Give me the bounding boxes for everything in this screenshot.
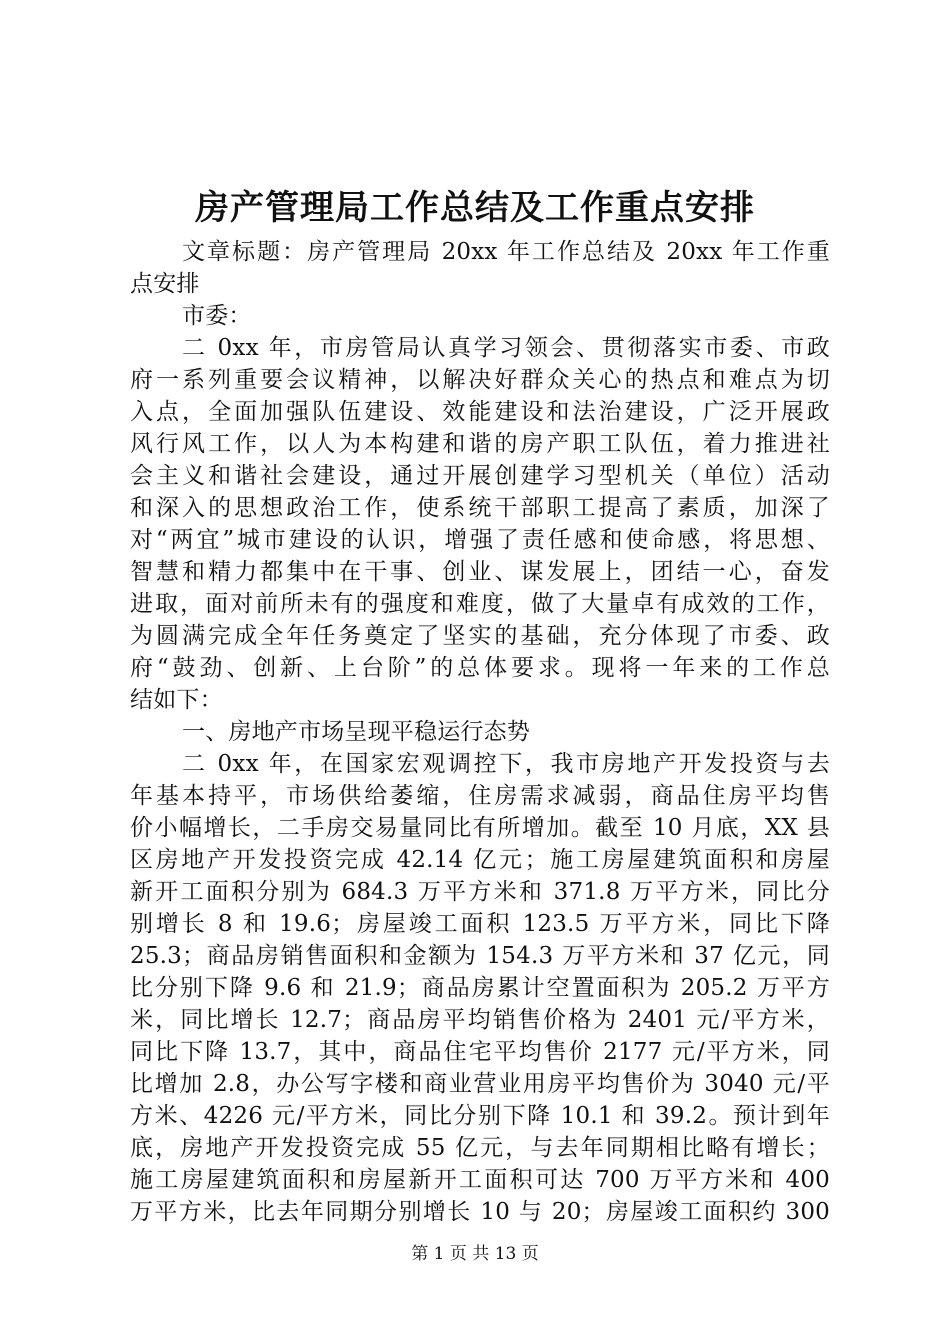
text-line: 万平方米，比去年同期分别增长 10 与 20；房屋竣工面积约 300: [130, 1199, 830, 1225]
text-line: 新开工面积分别为 684.3 万平方米和 371.8 万平方米，同比分: [130, 879, 830, 905]
text-line: 市委：: [182, 303, 252, 329]
text-line: 对“两宜”城市建设的认识，增强了责任感和使命感，将思想、: [130, 527, 830, 553]
text-line: 府“鼓劲、创新、上台阶”的总体要求。现将一年来的工作总: [130, 655, 830, 681]
text-line: 底，房地产开发投资完成 55 亿元，与去年同期相比略有增长；: [130, 1135, 830, 1161]
text-line: 年基本持平，市场供给萎缩，住房需求减弱，商品住房平均售: [130, 783, 830, 809]
text-line: 文章标题：房产管理局 20xx 年工作总结及 20xx 年工作重: [182, 239, 830, 265]
text-line: 风行风工作，以人为本构建和谐的房产职工队伍，着力推进社: [130, 431, 830, 457]
section-heading: 一、房地产市场呈现平稳运行态势: [182, 719, 530, 745]
text-line: 比增加 2.8，办公写字楼和商业营业用房平均售价为 3040 元/平: [130, 1071, 830, 1097]
page-number-footer: 第 1 页 共 13 页: [411, 1244, 539, 1264]
text-line: 25.3；商品房销售面积和金额为 154.3 万平方米和 37 亿元，同: [130, 943, 830, 969]
text-line: 二 0xx 年，市房管局认真学习领会、贯彻落实市委、市政: [182, 335, 830, 361]
document-title: 房产管理局工作总结及工作重点安排: [195, 188, 755, 228]
text-line: 米，同比增长 12.7；商品房平均销售价格为 2401 元/平方米，: [130, 1007, 830, 1033]
text-line: 入点，全面加强队伍建设、效能建设和法治建设，广泛开展政: [130, 399, 830, 425]
text-line: 进取，面对前所未有的强度和难度，做了大量卓有成效的工作，: [130, 591, 830, 617]
text-line: 二 0xx 年，在国家宏观调控下，我市房地产开发投资与去: [182, 751, 830, 777]
text-line: 别增长 8 和 19.6；房屋竣工面积 123.5 万平方米，同比下降: [130, 911, 830, 937]
text-line: 价小幅增长，二手房交易量同比有所增加。截至 10 月底，XX 县: [130, 815, 830, 841]
text-line: 区房地产开发投资完成 42.14 亿元；施工房屋建筑面积和房屋: [130, 847, 830, 873]
text-line: 智慧和精力都集中在干事、创业、谋发展上，团结一心，奋发: [130, 559, 830, 585]
text-line: 为圆满完成全年任务奠定了坚实的基础，充分体现了市委、政: [130, 623, 830, 649]
text-line: 点安排: [130, 271, 200, 297]
text-line: 施工房屋建筑面积和房屋新开工面积可达 700 万平方米和 400: [130, 1167, 830, 1193]
text-line: 和深入的思想政治工作，使系统干部职工提高了素质，加深了: [130, 495, 830, 521]
text-line: 结如下：: [130, 687, 223, 713]
text-line: 比分别下降 9.6 和 21.9；商品房累计空置面积为 205.2 万平方: [130, 975, 830, 1001]
text-line: 方米、4226 元/平方米，同比分别下降 10.1 和 39.2。预计到年: [130, 1103, 830, 1129]
text-line: 府一系列重要会议精神，以解决好群众关心的热点和难点为切: [130, 367, 830, 393]
document-body: [130, 236, 830, 1228]
text-line: 会主义和谐社会建设，通过开展创建学习型机关（单位）活动: [130, 463, 830, 489]
text-line: 同比下降 13.7，其中，商品住宅平均售价 2177 元/平方米，同: [130, 1039, 830, 1065]
